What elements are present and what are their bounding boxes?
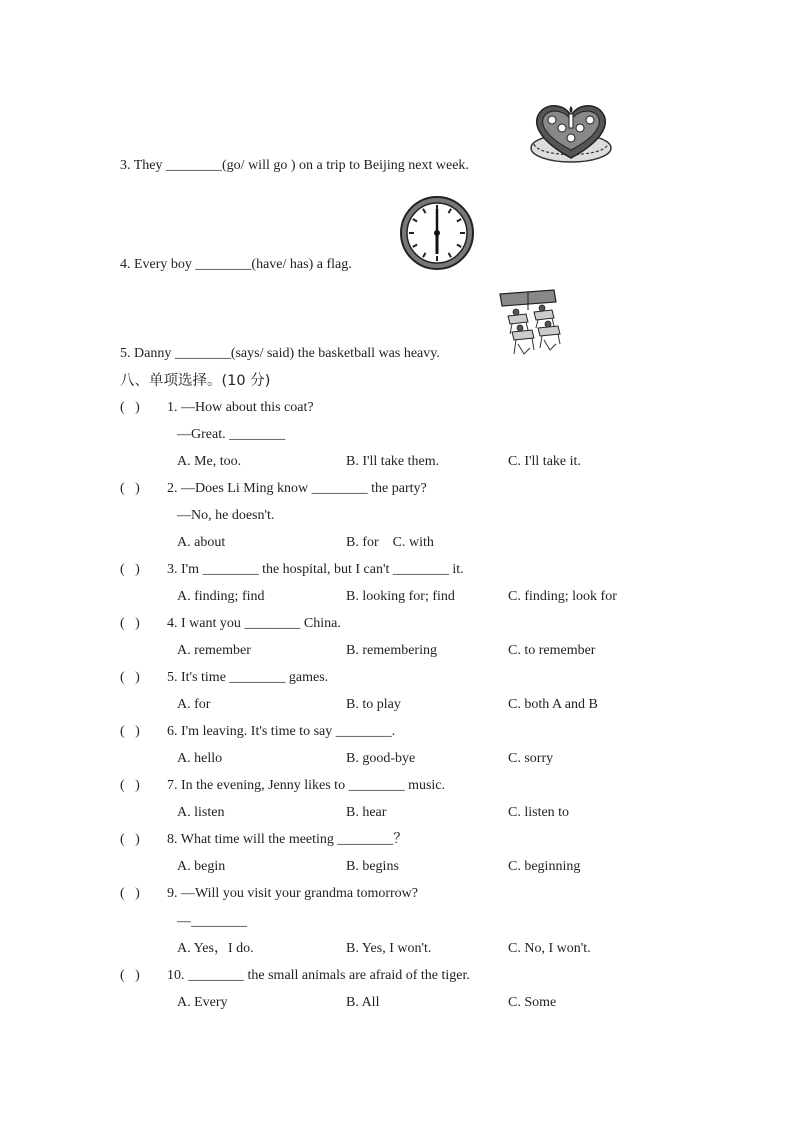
option-c[interactable]: C. Some xyxy=(508,995,557,1010)
option-b[interactable]: B. Yes, I won't. xyxy=(346,941,432,956)
option-b[interactable]: B. begins xyxy=(346,859,399,874)
question-stem: 6. I'm leaving. It's time to say ________. xyxy=(167,724,396,739)
option-b[interactable]: B. hear xyxy=(346,805,387,820)
section-title: 八、单项选择。(10 分) xyxy=(120,373,271,389)
fill-in-sentence-4: 4. Every boy ________(have/ has) a flag. xyxy=(120,257,352,272)
question-extra: —No, he doesn't. xyxy=(177,508,275,523)
option-a[interactable]: A. Me, too. xyxy=(177,454,242,469)
answer-paren[interactable]: ( ) xyxy=(120,400,140,415)
fill-in-sentence-5: 5. Danny ________(says/ said) the basketball was heavy. xyxy=(120,346,440,361)
option-b-c[interactable]: B. for C. with xyxy=(346,535,434,550)
question-stem: 9. —Will you visit your grandma tomorrow? xyxy=(167,886,419,901)
option-a[interactable]: A. remember xyxy=(177,643,251,658)
answer-paren[interactable]: ( ) xyxy=(120,968,140,983)
option-a[interactable]: A. Yes，I do. xyxy=(177,941,254,956)
option-b[interactable]: B. good-bye xyxy=(346,751,416,766)
option-a[interactable]: A. Every xyxy=(177,995,228,1010)
option-a[interactable]: A. about xyxy=(177,535,226,550)
answer-paren[interactable]: ( ) xyxy=(120,832,140,847)
answer-paren[interactable]: ( ) xyxy=(120,724,140,739)
birthday-cake-icon xyxy=(528,100,614,170)
option-a[interactable]: A. begin xyxy=(177,859,226,874)
fill-in-sentence-3: 3. They ________(go/ will go ) on a trip to Beijing next week. xyxy=(120,158,469,173)
option-a[interactable]: A. listen xyxy=(177,805,225,820)
option-c[interactable]: C. I'll take it. xyxy=(508,454,581,469)
answer-paren[interactable]: ( ) xyxy=(120,886,140,901)
question-stem: 2. —Does Li Ming know ________ the party? xyxy=(167,481,427,496)
option-b[interactable]: B. looking for; find xyxy=(346,589,455,604)
question-extra: —________ xyxy=(177,914,247,929)
option-c[interactable]: C. sorry xyxy=(508,751,554,766)
option-a[interactable]: A. finding; find xyxy=(177,589,265,604)
answer-paren[interactable]: ( ) xyxy=(120,562,140,577)
option-c[interactable]: C. to remember xyxy=(508,643,596,658)
question-stem: 8. What time will the meeting ________？ xyxy=(167,832,408,847)
answer-paren[interactable]: ( ) xyxy=(120,778,140,793)
option-c[interactable]: C. beginning xyxy=(508,859,581,874)
option-a[interactable]: A. hello xyxy=(177,751,223,766)
answer-paren[interactable]: ( ) xyxy=(120,616,140,631)
question-stem: 5. It's time ________ games. xyxy=(167,670,329,685)
option-c[interactable]: C. No, I won't. xyxy=(508,941,591,956)
clock-icon xyxy=(398,194,476,272)
question-stem: 7. In the evening, Jenny likes to ________ music. xyxy=(167,778,446,793)
option-c[interactable]: C. finding; look for xyxy=(508,589,617,604)
question-stem: 1. —How about this coat? xyxy=(167,400,314,415)
option-b[interactable]: B. to play xyxy=(346,697,401,712)
option-b[interactable]: B. I'll take them. xyxy=(346,454,440,469)
answer-paren[interactable]: ( ) xyxy=(120,670,140,685)
question-extra: —Great. ________ xyxy=(177,427,286,442)
option-b[interactable]: B. remembering xyxy=(346,643,437,658)
answer-paren[interactable]: ( ) xyxy=(120,481,140,496)
option-c[interactable]: C. both A and B xyxy=(508,697,598,712)
option-c[interactable]: C. listen to xyxy=(508,805,570,820)
question-stem: 10. ________ the small animals are afraid of the tiger. xyxy=(167,968,470,983)
question-stem: 4. I want you ________ China. xyxy=(167,616,341,631)
option-b[interactable]: B. All xyxy=(346,995,380,1010)
option-a[interactable]: A. for xyxy=(177,697,211,712)
question-stem: 3. I'm ________ the hospital, but I can't ________ it. xyxy=(167,562,464,577)
classroom-icon xyxy=(496,288,570,360)
